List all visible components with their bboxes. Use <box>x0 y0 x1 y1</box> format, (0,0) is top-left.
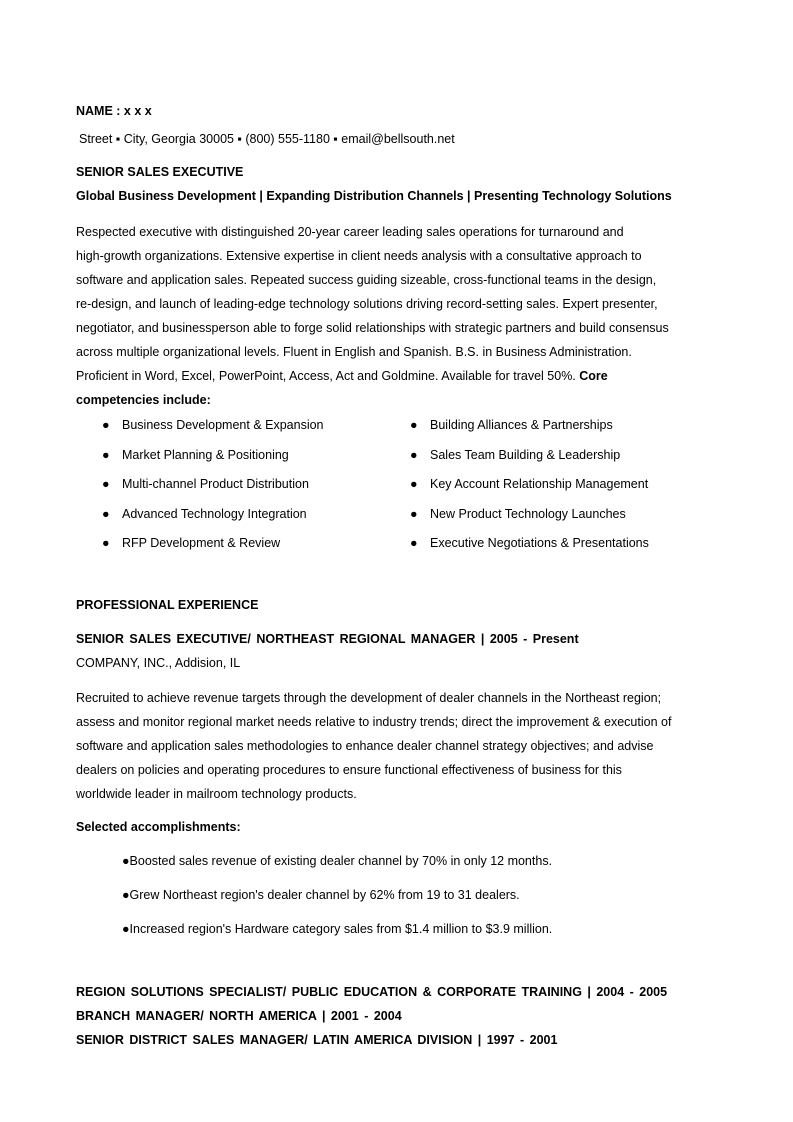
competency-row: ● Multi-channel Product Distribution ● Key Account Relationship Management <box>102 477 649 492</box>
bullet-icon: ● <box>410 418 418 432</box>
accomplishments-title: Selected accomplishments: <box>76 820 241 834</box>
summary-last-line: Proficient in Word, Excel, PowerPoint, Access, Act and Goldmine. Available for travel 50%. <box>76 369 576 383</box>
accomplishment-item: ●Boosted sales revenue of existing dealer channel by 70% in only 12 months. <box>122 854 553 868</box>
summary-line: software and application sales. Repeated success guiding sizeable, cross-functional teams in the design, <box>76 273 657 287</box>
summary-line: re-design, and launch of leading-edge technology solutions driving record-setting sales. Expert presenter, <box>76 297 658 311</box>
summary-line: negotiator, and businessperson able to forge solid relationships with strategic partners and build consensus <box>76 321 669 335</box>
job-description <box>76 686 716 806</box>
description-line: assess and monitor regional market needs relative to industry trends; direct the improvement & execution of <box>76 715 672 729</box>
prior-role: SENIOR DISTRICT SALES MANAGER/ LATIN AMERICA DIVISION | 1997 - 2001 <box>76 1033 558 1047</box>
bullet-icon: ● <box>410 536 418 551</box>
competency-row: ● RFP Development & Review ● Executive Negotiations & Presentations <box>102 536 649 551</box>
prior-role: REGION SOLUTIONS SPECIALIST/ PUBLIC EDUCATION & CORPORATE TRAINING | 2004 - 2005 <box>76 985 668 999</box>
summary <box>76 220 716 412</box>
competency-row: ● Advanced Technology Integration ● New Product Technology Launches <box>102 506 626 521</box>
bullet-icon: ● <box>410 477 418 492</box>
description-line: dealers on policies and operating procedures to ensure functional effectiveness of business for this <box>76 763 622 777</box>
description-line: worldwide leader in mailroom technology products. <box>76 787 357 801</box>
description-line: Recruited to achieve revenue targets through the development of dealer channels in the Northeast region; <box>76 691 662 705</box>
accomplishments-list <box>122 854 552 956</box>
job-title: SENIOR SALES EXECUTIVE/ NORTHEAST REGIONAL MANAGER | 2005 - Present <box>76 632 579 646</box>
competency-row: ● Market Planning & Positioning ● Sales Team Building & Leadership <box>102 447 621 462</box>
bullet-icon: ● <box>102 506 110 521</box>
company-line: COMPANY, INC., Addision, IL <box>76 656 241 670</box>
tagline: Global Business Development | Expanding Distribution Channels | Presenting Technology Solutions <box>76 189 672 203</box>
description-line: software and application sales methodologies to enhance dealer channel strategy objectives; and advise <box>76 739 654 753</box>
competencies-label: competencies include: <box>76 393 211 407</box>
headline: SENIOR SALES EXECUTIVE <box>76 165 244 179</box>
summary-line: high-growth organizations. Extensive expertise in client needs analysis with a consultative approach to <box>76 249 642 263</box>
bullet-icon: ● <box>102 536 110 551</box>
bullet-icon: ● <box>410 506 418 521</box>
summary-line <box>76 364 716 388</box>
bullet-icon: ● <box>102 418 110 432</box>
candidate-name: NAME : x x x <box>76 104 152 118</box>
prior-role: BRANCH MANAGER/ NORTH AMERICA | 2001 - 2004 <box>76 1009 402 1023</box>
competency-row: ● Business Development & Expansion ● Building Alliances & Partnerships <box>102 418 613 432</box>
competencies-list <box>76 418 716 566</box>
bullet-icon: ● <box>410 447 418 462</box>
prior-roles <box>76 980 667 1052</box>
core-label: Core <box>579 369 608 383</box>
contact-line: Street ▪ City, Georgia 30005 ▪ (800) 555-1180 ▪ email@bellsouth.net <box>79 132 455 146</box>
accomplishment-item: ●Increased region's Hardware category sales from $1.4 million to $3.9 million. <box>122 922 553 936</box>
section-title-experience: PROFESSIONAL EXPERIENCE <box>76 598 259 612</box>
summary-line: across multiple organizational levels. Fluent in English and Spanish. B.S. in Business Administration. <box>76 345 632 359</box>
bullet-icon: ● <box>102 447 110 462</box>
summary-line: Respected executive with distinguished 20-year career leading sales operations for turnaround and <box>76 225 624 239</box>
accomplishment-item: ●Grew Northeast region's dealer channel by 62% from 19 to 31 dealers. <box>122 888 520 902</box>
bullet-icon: ● <box>102 477 110 492</box>
